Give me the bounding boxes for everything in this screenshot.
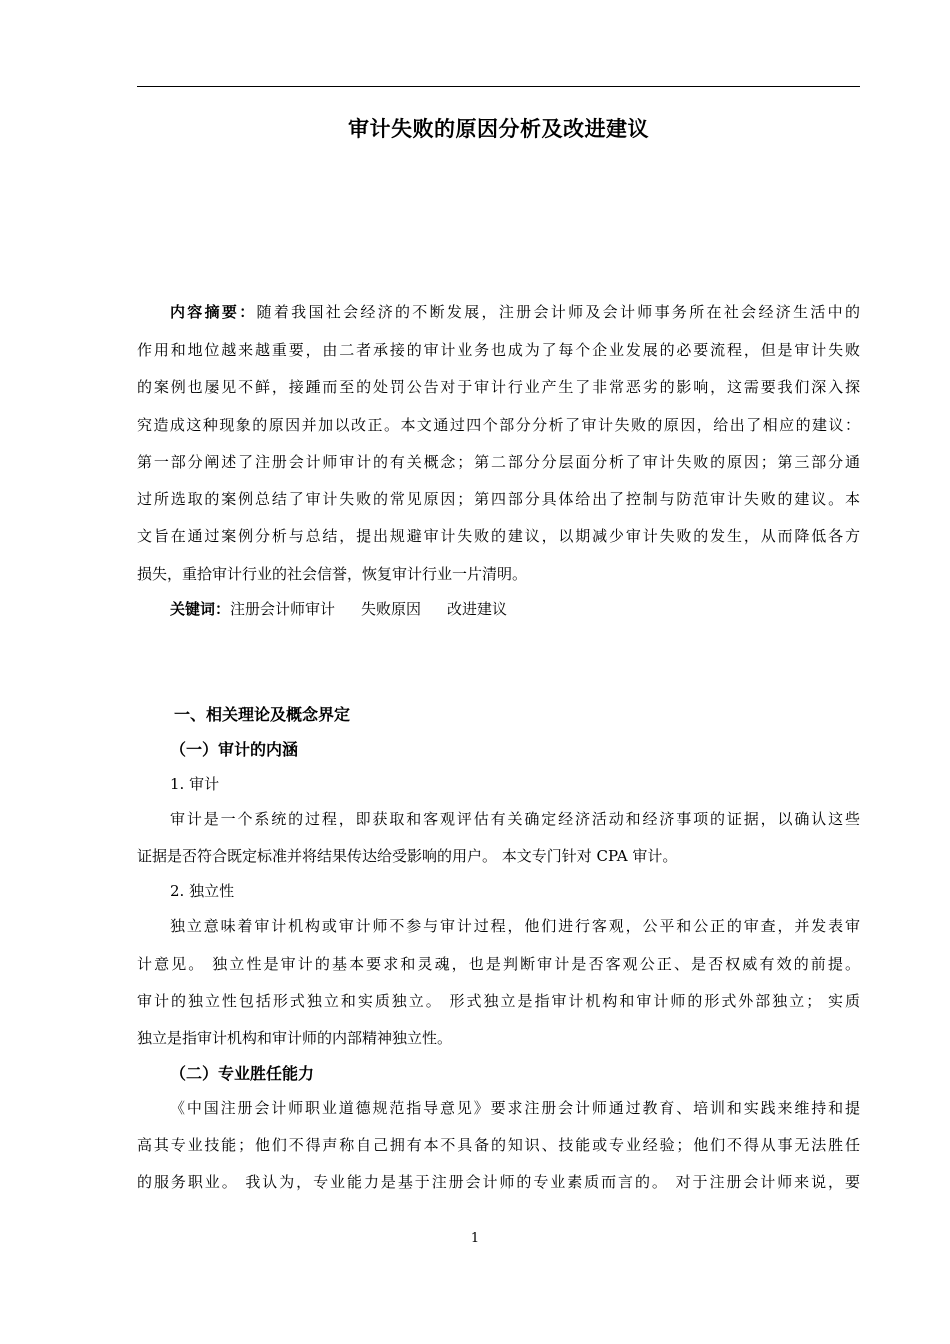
abstract-line-7: 文旨在通过案例分析与总结，提出规避审计失败的建议，以期减少审计失败的发生，从而降低各方 bbox=[137, 527, 860, 545]
competence-line-1: 《中国注册会计师职业道德规范指导意见》要求注册会计师通过教育、培训和实践来维持和提 bbox=[170, 1099, 860, 1117]
competence-line-2: 高其专业技能；他们不得声称自己拥有本不具备的知识、技能或专业经验；他们不得从事无法胜任 bbox=[137, 1136, 860, 1154]
abstract-line-4: 究造成这种现象的原因并加以改正。本文通过四个部分分析了审计失败的原因，给出了相应的建议： bbox=[137, 416, 860, 434]
keyword-1: 注册会计师审计 bbox=[230, 600, 336, 618]
document-title: 审计失败的原因分析及改进建议 bbox=[348, 117, 649, 141]
abstract-line-3: 的案例也屡见不鲜，接踵而至的处罚公告对于审计行业产生了非常恶劣的影响，这需要我们深入探 bbox=[137, 378, 860, 396]
subsection-heading-1: （一）审计的内涵 bbox=[170, 740, 299, 759]
abstract-line-5: 第一部分阐述了注册会计师审计的有关概念；第二部分分层面分析了审计失败的原因；第三部分通 bbox=[137, 453, 860, 471]
abstract-line-8: 损失，重拾审计行业的社会信誉，恢复审计行业一片清明。 bbox=[137, 565, 528, 583]
abstract-line-1: 内容摘要：随着我国社会经济的不断发展，注册会计师及会计师事务所在社会经济生活中的 bbox=[170, 303, 860, 321]
independence-line-1: 独立意味着审计机构或审计师不参与审计过程，他们进行客观，公平和公正的审查，并发表审 bbox=[170, 917, 860, 935]
section-heading-1: 一、相关理论及概念界定 bbox=[174, 705, 351, 724]
abstract-line-6: 过所选取的案例总结了审计失败的常见原因；第四部分具体给出了控制与防范审计失败的建议。本 bbox=[137, 490, 860, 508]
header-rule bbox=[137, 86, 860, 87]
independence-line-4: 独立是指审计机构和审计师的内部精神独立性。 bbox=[137, 1029, 453, 1047]
competence-line-3: 的服务职业。 我认为，专业能力是基于注册会计师的专业素质而言的。 对于注册会计师来说，要 bbox=[137, 1173, 860, 1191]
keywords-label: 关键词： bbox=[170, 600, 231, 618]
independence-line-2: 计意见。 独立性是审计的基本要求和灵魂，也是判断审计是否客观公正、是否权威有效的前提。 bbox=[137, 955, 860, 973]
subsection-heading-2: （二）专业胜任能力 bbox=[170, 1064, 315, 1083]
keyword-3: 改进建议 bbox=[447, 600, 508, 618]
keywords bbox=[170, 598, 507, 619]
abstract-label: 内容摘要： bbox=[170, 303, 257, 321]
audit-line-1: 审计是一个系统的过程，即获取和客观评估有关确定经济活动和经济事项的证据，以确认这些 bbox=[170, 810, 860, 828]
independence-line-3: 审计的独立性包括形式独立和实质独立。 形式独立是指审计机构和审计师的形式外部独立； 实质 bbox=[137, 992, 860, 1010]
item-label-audit: 1. 审计 bbox=[170, 775, 220, 793]
abstract-line-2: 作用和地位越来越重要，由二者承接的审计业务也成为了每个企业发展的必要流程，但是审计失败 bbox=[137, 341, 860, 359]
audit-line-2: 证据是否符合既定标准并将结果传达给受影响的用户。 本文专门针对 CPA 审计。 bbox=[137, 847, 678, 865]
keyword-2: 失败原因 bbox=[361, 600, 422, 618]
item-label-independence: 2. 独立性 bbox=[170, 882, 235, 900]
page-number: 1 bbox=[470, 1231, 480, 1246]
